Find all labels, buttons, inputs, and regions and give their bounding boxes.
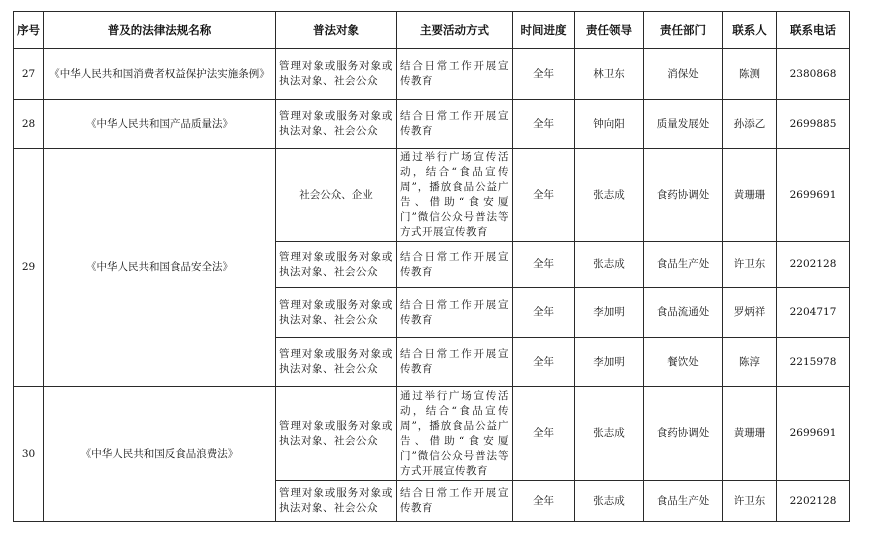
time-cell: 全年 bbox=[513, 481, 575, 522]
contact-cell: 黄珊珊 bbox=[723, 387, 777, 481]
method-cell: 结合日常工作开展宣传教育 bbox=[397, 242, 513, 288]
dept-cell: 食药协调处 bbox=[644, 387, 723, 481]
table-row bbox=[14, 100, 850, 149]
dept-cell: 食药协调处 bbox=[644, 149, 723, 242]
leader-cell: 李加明 bbox=[575, 338, 644, 387]
target-cell: 管理对象或服务对象或执法对象、社会公众 bbox=[276, 49, 397, 100]
header-method: 主要活动方式 bbox=[397, 12, 513, 49]
phone-cell: 2699885 bbox=[777, 100, 850, 149]
law-name-cell: 《中华人民共和国食品安全法》 bbox=[44, 149, 276, 387]
time-cell: 全年 bbox=[513, 49, 575, 100]
dept-cell: 食品流通处 bbox=[644, 288, 723, 338]
contact-cell: 陈淳 bbox=[723, 338, 777, 387]
dept-cell: 质量发展处 bbox=[644, 100, 723, 149]
header-phone: 联系电话 bbox=[777, 12, 850, 49]
header-time: 时间进度 bbox=[513, 12, 575, 49]
method-cell: 结合日常工作开展宣传教育 bbox=[397, 288, 513, 338]
seq-cell: 28 bbox=[14, 100, 44, 149]
time-cell: 全年 bbox=[513, 149, 575, 242]
contact-cell: 许卫东 bbox=[723, 481, 777, 522]
method-cell: 结合日常工作开展宣传教育 bbox=[397, 49, 513, 100]
target-cell: 管理对象或服务对象或执法对象、社会公众 bbox=[276, 288, 397, 338]
dept-cell: 食品生产处 bbox=[644, 242, 723, 288]
contact-cell: 黄珊珊 bbox=[723, 149, 777, 242]
table-row bbox=[14, 49, 850, 100]
method-cell: 结合日常工作开展宣传教育 bbox=[397, 338, 513, 387]
method-cell: 结合日常工作开展宣传教育 bbox=[397, 100, 513, 149]
header-law-name: 普及的法律法规名称 bbox=[44, 12, 276, 49]
method-cell: 结合日常工作开展宣传教育 bbox=[397, 481, 513, 522]
phone-cell: 2699691 bbox=[777, 387, 850, 481]
leader-cell: 张志成 bbox=[575, 481, 644, 522]
time-cell: 全年 bbox=[513, 387, 575, 481]
leader-cell: 林卫东 bbox=[575, 49, 644, 100]
dept-cell: 食品生产处 bbox=[644, 481, 723, 522]
contact-cell: 罗炳祥 bbox=[723, 288, 777, 338]
seq-cell: 30 bbox=[14, 387, 44, 522]
method-cell: 通过举行广场宣传活动，结合“食品宣传周”，播放食品公益广告、借助“食安厦门”微信公众号普法等方式开展宣传教育 bbox=[397, 387, 513, 481]
contact-cell: 许卫东 bbox=[723, 242, 777, 288]
target-cell: 管理对象或服务对象或执法对象、社会公众 bbox=[276, 481, 397, 522]
table-row bbox=[14, 387, 850, 481]
time-cell: 全年 bbox=[513, 242, 575, 288]
table-header-row bbox=[14, 12, 850, 49]
target-cell: 管理对象或服务对象或执法对象、社会公众 bbox=[276, 387, 397, 481]
table-row bbox=[14, 149, 850, 242]
leader-cell: 李加明 bbox=[575, 288, 644, 338]
time-cell: 全年 bbox=[513, 338, 575, 387]
target-cell: 管理对象或服务对象或执法对象、社会公众 bbox=[276, 338, 397, 387]
phone-cell: 2215978 bbox=[777, 338, 850, 387]
law-promotion-table bbox=[13, 11, 850, 522]
header-leader: 责任领导 bbox=[575, 12, 644, 49]
leader-cell: 张志成 bbox=[575, 149, 644, 242]
header-target: 普法对象 bbox=[276, 12, 397, 49]
seq-cell: 27 bbox=[14, 49, 44, 100]
law-name-cell: 《中华人民共和国产品质量法》 bbox=[44, 100, 276, 149]
header-contact: 联系人 bbox=[723, 12, 777, 49]
contact-cell: 孙添乙 bbox=[723, 100, 777, 149]
law-name-cell: 《中华人民共和国反食品浪费法》 bbox=[44, 387, 276, 522]
dept-cell: 餐饮处 bbox=[644, 338, 723, 387]
leader-cell: 张志成 bbox=[575, 242, 644, 288]
target-cell: 社会公众、企业 bbox=[276, 149, 397, 242]
target-cell: 管理对象或服务对象或执法对象、社会公众 bbox=[276, 242, 397, 288]
phone-cell: 2202128 bbox=[777, 242, 850, 288]
phone-cell: 2699691 bbox=[777, 149, 850, 242]
header-dept: 责任部门 bbox=[644, 12, 723, 49]
seq-cell: 29 bbox=[14, 149, 44, 387]
law-name-cell: 《中华人民共和国消费者权益保护法实施条例》 bbox=[44, 49, 276, 100]
time-cell: 全年 bbox=[513, 100, 575, 149]
phone-cell: 2380868 bbox=[777, 49, 850, 100]
method-cell: 通过举行广场宣传活动，结合“食品宣传周”，播放食品公益广告、借助“食安厦门”微信公众号普法等方式开展宣传教育 bbox=[397, 149, 513, 242]
header-seq: 序号 bbox=[14, 12, 44, 49]
phone-cell: 2202128 bbox=[777, 481, 850, 522]
leader-cell: 张志成 bbox=[575, 387, 644, 481]
time-cell: 全年 bbox=[513, 288, 575, 338]
leader-cell: 钟向阳 bbox=[575, 100, 644, 149]
dept-cell: 消保处 bbox=[644, 49, 723, 100]
phone-cell: 2204717 bbox=[777, 288, 850, 338]
target-cell: 管理对象或服务对象或执法对象、社会公众 bbox=[276, 100, 397, 149]
contact-cell: 陈测 bbox=[723, 49, 777, 100]
